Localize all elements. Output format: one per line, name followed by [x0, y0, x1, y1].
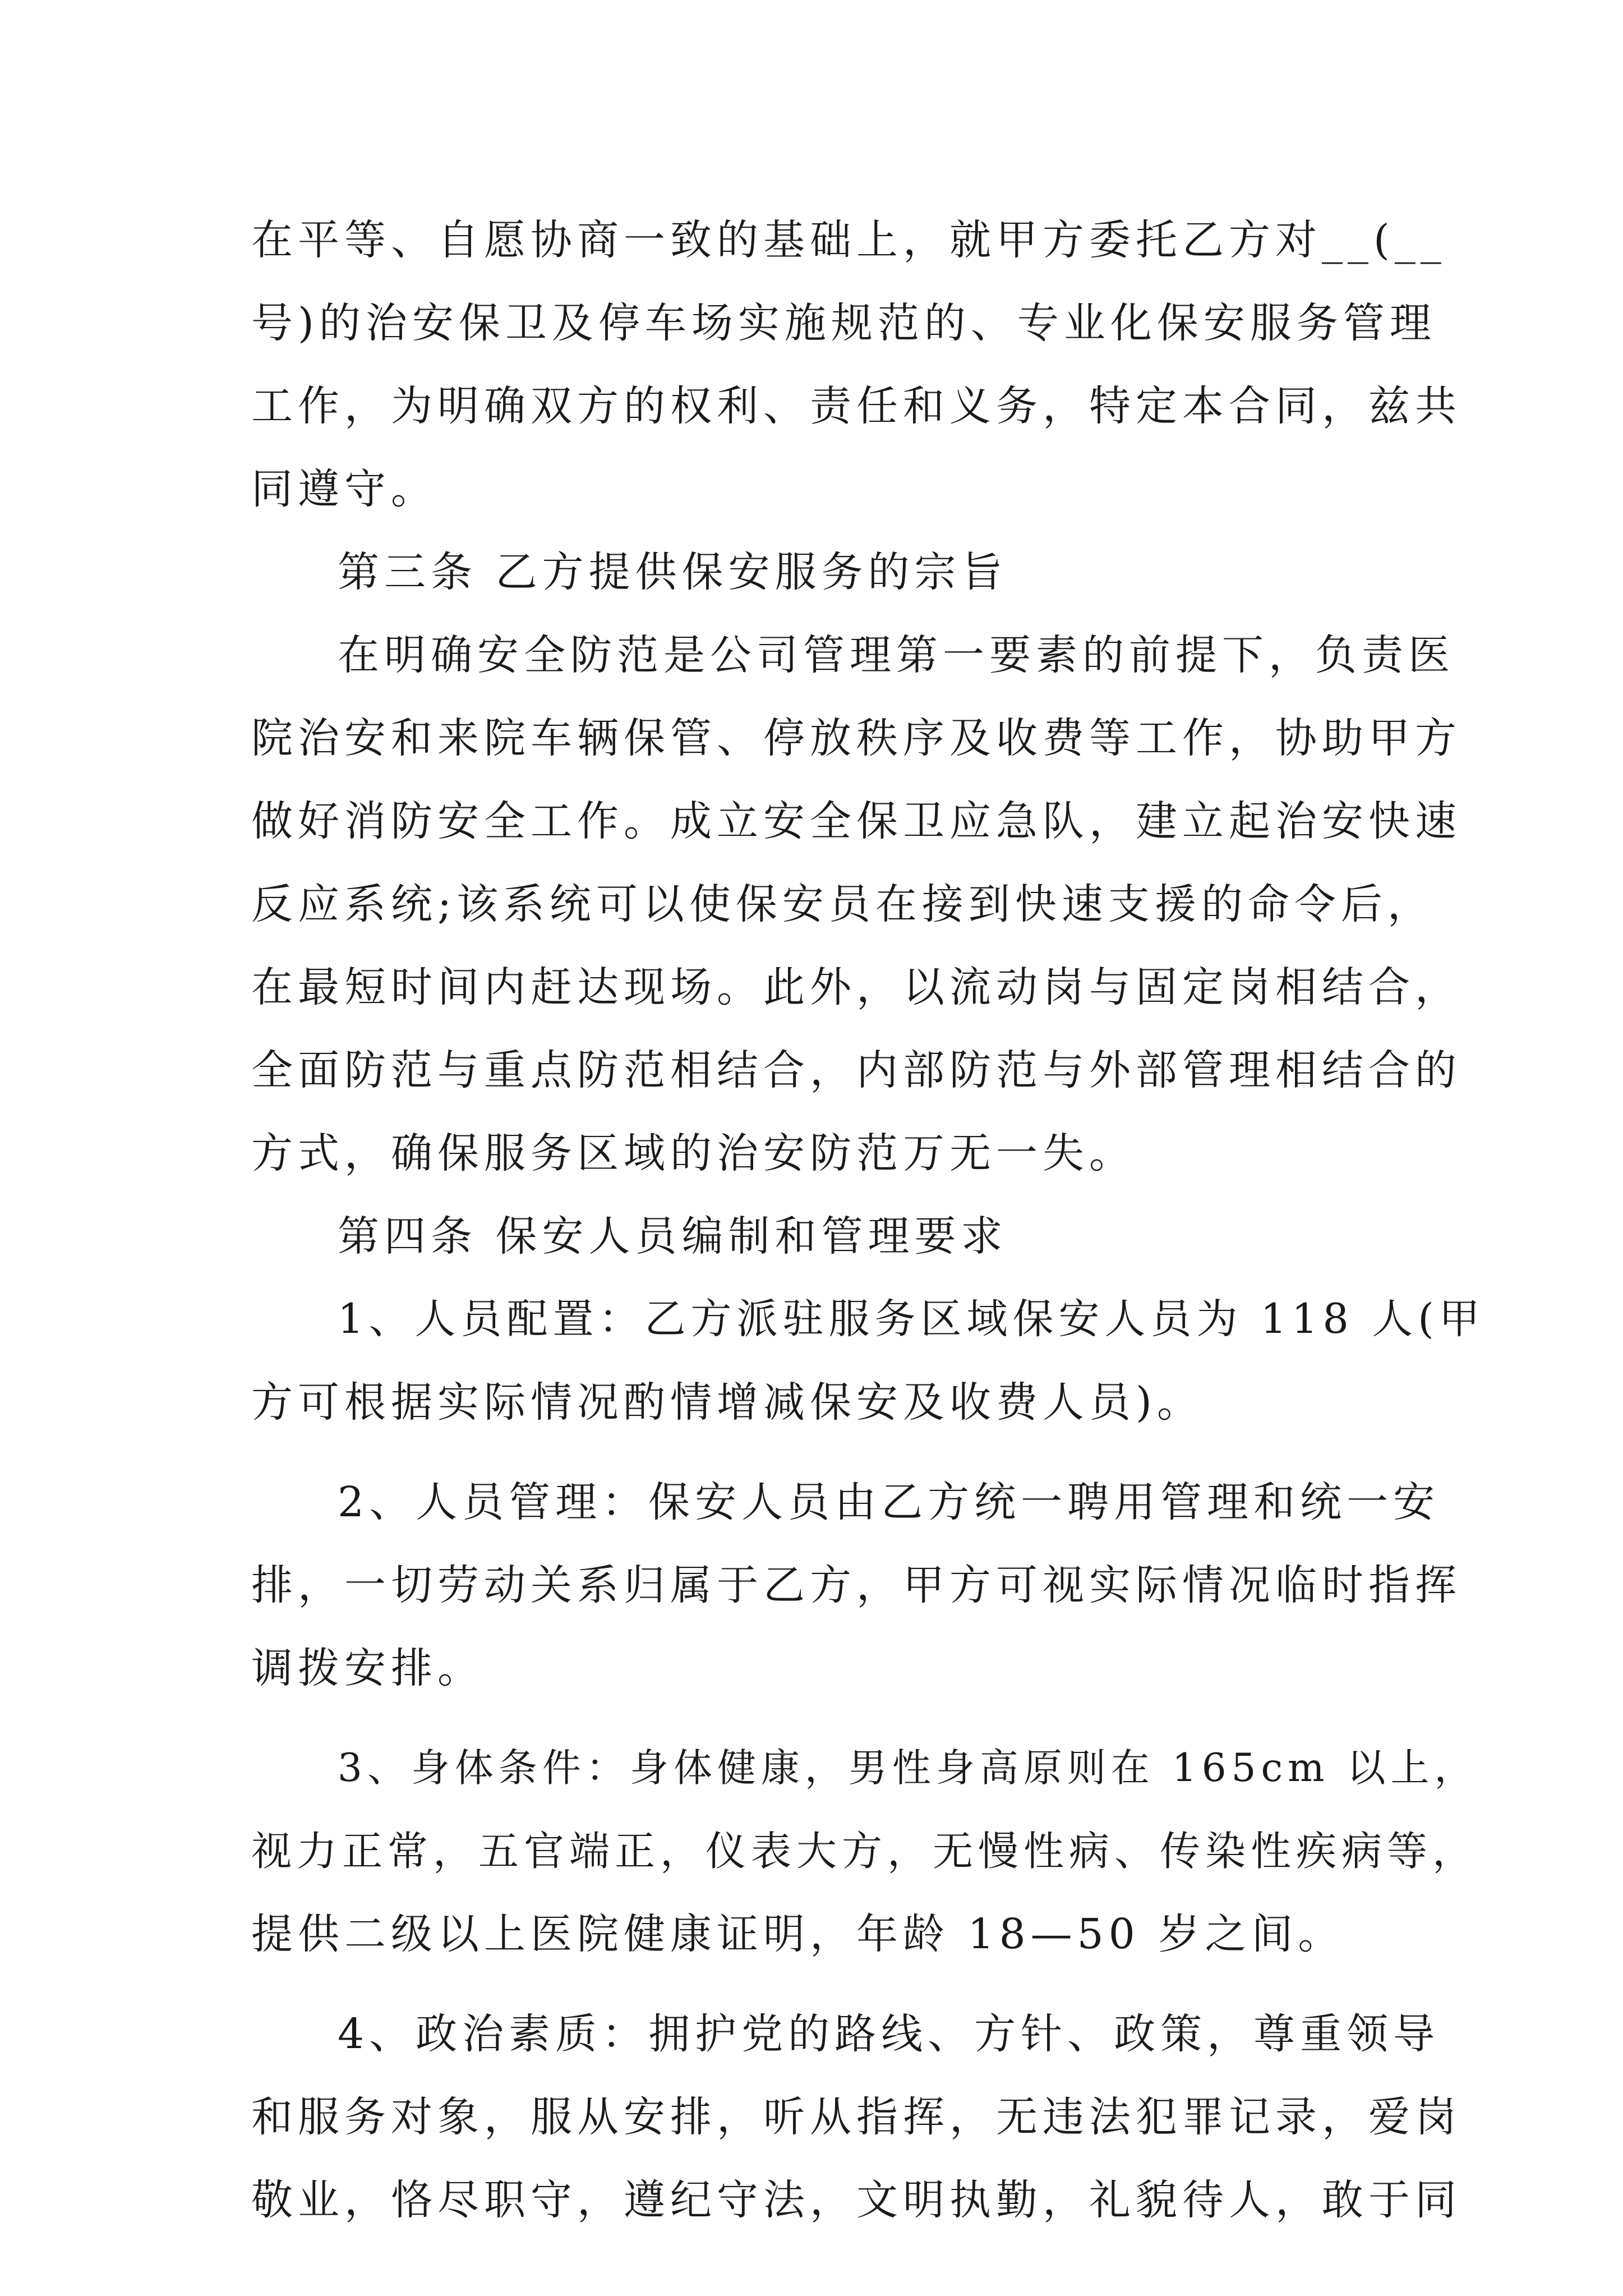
text-line: 反应系统;该系统可以使保安员在接到快速支援的命令后，: [251, 880, 1434, 928]
text-line: 4、政治素质：拥护党的路线、方针、政策，尊重领导: [338, 2010, 1440, 2058]
text-line: 敬业，恪尽职守，遵纪守法，文明执勤，礼貌待人，敢于同: [251, 2176, 1461, 2224]
text-line: 方可根据实际情况酌情增减保安及收费人员)。: [251, 1378, 1204, 1427]
section-heading: 第三条 乙方提供保安服务的宗旨: [338, 548, 1008, 596]
text-line: 2、人员管理：保安人员由乙方统一聘用管理和统一安: [338, 1478, 1440, 1526]
text-line: 提供二级以上医院健康证明，年龄 18—50 岁之间。: [251, 1910, 1345, 1958]
section-heading: 第四条 保安人员编制和管理要求: [338, 1212, 1008, 1260]
text-line: 在平等、自愿协商一致的基础上，就甲方委托乙方对__(__: [251, 216, 1446, 264]
text-line: 排，一切劳动关系归属于乙方，甲方可视实际情况临时指挥: [251, 1561, 1461, 1609]
text-line: 同遵守。: [251, 465, 437, 513]
text-line: 方式，确保服务区域的治安防范万无一失。: [251, 1129, 1136, 1177]
text-line: 做好消防安全工作。成立安全保卫应急队，建立起治安快速: [251, 797, 1461, 845]
text-line: 院治安和来院车辆保管、停放秩序及收费等工作，协助甲方: [251, 714, 1461, 762]
text-line: 在明确安全防范是公司管理第一要素的前提下，负责医: [338, 631, 1455, 679]
text-line: 号)的治安保卫及停车场实施规范的、专业化保安服务管理: [251, 299, 1436, 347]
text-line: 1、人员配置：乙方派驻服务区域保安人员为 118 人(甲: [338, 1295, 1485, 1343]
text-line: 在最短时间内赶达现场。此外，以流动岗与固定岗相结合，: [251, 963, 1461, 1011]
text-line: 调拨安排。: [251, 1644, 484, 1692]
text-line: 3、身体条件：身体健康，男性身高原则在 165cm 以上，: [338, 1746, 1478, 1791]
text-line: 工作，为明确双方的权利、责任和义务，特定本合同，兹共: [251, 382, 1461, 430]
text-line: 视力正常，五官端正，仪表大方，无慢性病、传染性疾病等，: [251, 1828, 1478, 1875]
text-line: 和服务对象，服从安排，听从指挥，无违法犯罪记录，爱岗: [251, 2093, 1461, 2141]
text-line: 全面防范与重点防范相结合，内部防范与外部管理相结合的: [251, 1046, 1461, 1094]
